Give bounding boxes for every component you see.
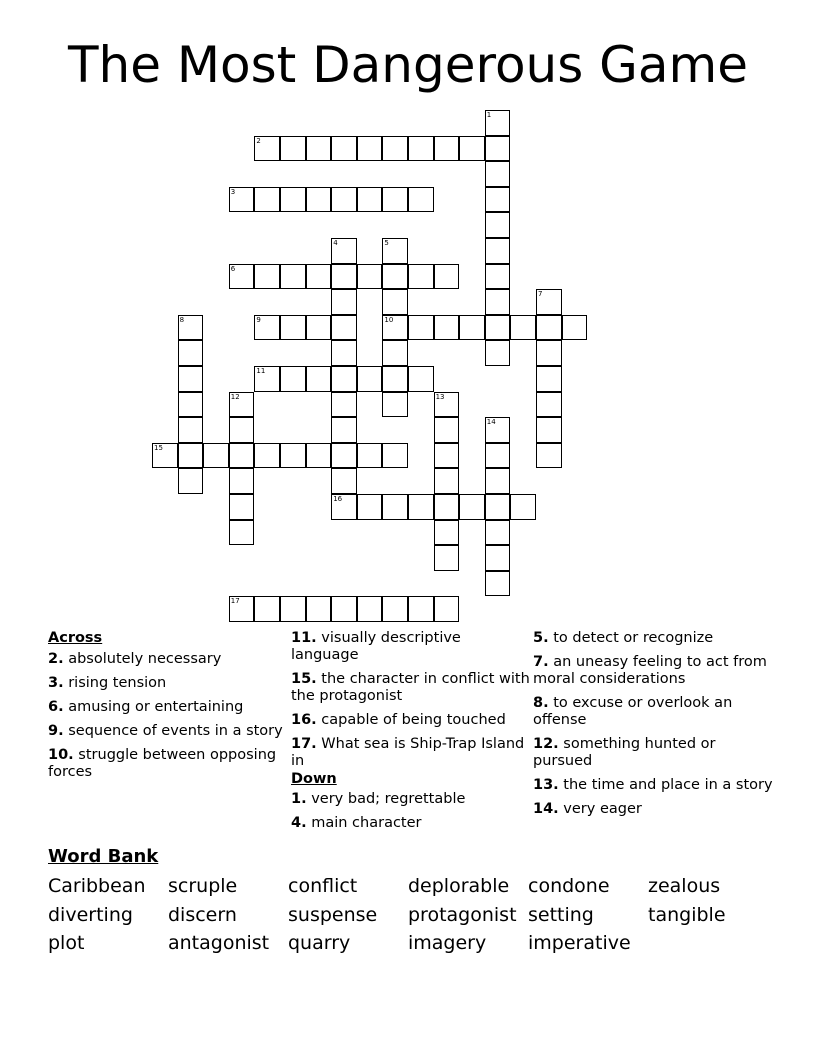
grid-cell[interactable]: [331, 392, 357, 418]
clue: [48, 747, 288, 781]
grid-cell[interactable]: [485, 520, 511, 546]
clue-number: 5.: [533, 630, 549, 646]
grid-cell[interactable]: [254, 315, 280, 341]
grid-cell[interactable]: [382, 392, 408, 418]
grid-cell[interactable]: [485, 468, 511, 494]
grid-cell[interactable]: [434, 596, 460, 622]
clue-text: rising tension: [63, 675, 167, 691]
grid-cell[interactable]: [382, 340, 408, 366]
grid-cell[interactable]: [434, 392, 460, 418]
word-bank-title: Word Bank: [48, 846, 159, 867]
grid-cell[interactable]: [408, 494, 434, 520]
clue-number: 10: [384, 315, 394, 324]
grid-cell[interactable]: [254, 136, 280, 162]
grid-cell[interactable]: [178, 392, 204, 418]
grid-cell[interactable]: [434, 468, 460, 494]
word-bank-word: suspense: [288, 903, 378, 926]
grid-cell[interactable]: [280, 443, 306, 469]
clue-number: 15: [154, 443, 163, 452]
grid-cell[interactable]: [434, 494, 460, 520]
clue-text: amusing or entertaining: [63, 699, 244, 715]
grid-cell[interactable]: [485, 136, 511, 162]
clue-number: 3.: [48, 675, 64, 691]
grid-cell[interactable]: [382, 596, 408, 622]
grid-cell[interactable]: [357, 494, 383, 520]
clue-number: 12.: [533, 736, 559, 752]
grid-cell[interactable]: [485, 494, 511, 520]
clue-text: main character: [306, 815, 422, 831]
grid-cell[interactable]: [434, 315, 460, 341]
grid-cell[interactable]: [382, 264, 408, 290]
grid-cell[interactable]: [408, 264, 434, 290]
grid-cell[interactable]: [434, 264, 460, 290]
grid-cell[interactable]: [254, 187, 280, 213]
grid-cell[interactable]: [331, 238, 357, 264]
grid-cell[interactable]: [485, 545, 511, 571]
clue: [533, 777, 773, 794]
grid-cell[interactable]: [229, 468, 255, 494]
grid-cell[interactable]: [178, 315, 204, 341]
grid-cell[interactable]: [434, 417, 460, 443]
grid-cell[interactable]: [408, 136, 434, 162]
grid-cell[interactable]: [408, 366, 434, 392]
clue-number: 13: [435, 392, 445, 401]
grid-cell[interactable]: [382, 366, 408, 392]
clue: [533, 630, 773, 647]
grid-cell[interactable]: [306, 136, 332, 162]
grid-cell[interactable]: [331, 494, 357, 520]
grid-cell[interactable]: [485, 571, 511, 597]
grid-cell[interactable]: [485, 289, 511, 315]
grid-cell[interactable]: [485, 212, 511, 238]
grid-cell[interactable]: [459, 315, 485, 341]
grid-cell[interactable]: [306, 443, 332, 469]
grid-cell[interactable]: [357, 366, 383, 392]
clue-number: 2: [256, 136, 261, 145]
grid-cell[interactable]: [331, 289, 357, 315]
grid-cell[interactable]: [357, 264, 383, 290]
clue: [48, 723, 288, 740]
word-bank-word: discern: [168, 903, 237, 926]
grid-cell[interactable]: [408, 187, 434, 213]
grid-cell[interactable]: [485, 340, 511, 366]
grid-cell[interactable]: [434, 545, 460, 571]
clue: [533, 654, 773, 688]
grid-cell[interactable]: [331, 417, 357, 443]
grid-cell[interactable]: [536, 366, 562, 392]
grid-cell[interactable]: [254, 366, 280, 392]
grid-cell[interactable]: [382, 315, 408, 341]
clue-column-1: [48, 630, 288, 788]
clue-number: 9.: [48, 723, 64, 739]
clue-number: 5: [384, 239, 389, 247]
clue-number: 16: [333, 495, 343, 503]
grid-cell[interactable]: [382, 187, 408, 213]
clue: [291, 671, 531, 705]
clue-text: very bad; regrettable: [306, 791, 466, 807]
clue-number: 17: [230, 597, 240, 606]
clue-column-3: [533, 630, 773, 825]
grid-cell[interactable]: [434, 520, 460, 546]
grid-cell[interactable]: [331, 596, 357, 622]
grid-cell[interactable]: [485, 238, 511, 264]
clue: [291, 736, 531, 770]
grid-cell[interactable]: [178, 417, 204, 443]
grid-cell[interactable]: [485, 417, 511, 443]
grid-cell[interactable]: [178, 366, 204, 392]
grid-cell[interactable]: [280, 315, 306, 341]
grid-cell[interactable]: [485, 443, 511, 469]
clue-number: 1: [486, 111, 492, 119]
grid-cell[interactable]: [510, 315, 536, 341]
clue-number: 15.: [291, 671, 317, 687]
grid-cell[interactable]: [357, 443, 383, 469]
word-bank-word: condone: [528, 875, 610, 897]
word-bank-word: conflict: [288, 875, 358, 897]
grid-cell[interactable]: [331, 340, 357, 366]
grid-cell[interactable]: [331, 187, 357, 213]
grid-cell[interactable]: [536, 315, 562, 341]
grid-cell[interactable]: [254, 443, 280, 469]
grid-cell[interactable]: [562, 315, 588, 341]
clue-number: 17.: [291, 736, 317, 752]
down-heading: Down: [291, 771, 337, 787]
grid-cell[interactable]: [306, 264, 332, 290]
clue-text: absolutely necessary: [63, 651, 222, 667]
grid-cell[interactable]: [331, 264, 357, 290]
word-bank-word: protagonist: [408, 903, 517, 926]
word-bank-word: imperative: [528, 932, 631, 954]
across-heading: Across: [48, 630, 103, 646]
word-bank-word: Caribbean: [48, 875, 146, 897]
grid-cell[interactable]: [331, 366, 357, 392]
grid-cell[interactable]: [178, 443, 204, 469]
clue-number: 9: [256, 315, 261, 324]
grid-cell[interactable]: [536, 417, 562, 443]
grid-cell[interactable]: [229, 596, 255, 622]
grid-cell[interactable]: [382, 238, 408, 264]
clue: [533, 801, 773, 818]
clue-text: What sea is Ship-Trap Island in: [291, 736, 525, 769]
grid-cell[interactable]: [229, 187, 255, 213]
grid-cell[interactable]: [459, 494, 485, 520]
grid-cell[interactable]: [331, 468, 357, 494]
grid-cell[interactable]: [536, 392, 562, 418]
grid-cell[interactable]: [408, 315, 434, 341]
clue-number: 4: [333, 239, 338, 247]
clue: [48, 699, 288, 716]
grid-cell[interactable]: [382, 443, 408, 469]
clue-text: an uneasy feeling to act from moral considerations: [533, 654, 767, 687]
clue-number: 11: [256, 367, 266, 375]
clue-text: the character in conflict with the protagonist: [291, 671, 530, 704]
grid-cell[interactable]: [408, 596, 434, 622]
grid-cell[interactable]: [229, 417, 255, 443]
clue: [291, 712, 531, 729]
clue: [48, 675, 288, 692]
grid-cell[interactable]: [229, 520, 255, 546]
clue-number: 4.: [291, 815, 307, 831]
grid-cell[interactable]: [485, 161, 511, 187]
page-title: The Most Dangerous Game: [67, 36, 749, 94]
word-bank-word: diverting: [48, 903, 133, 926]
grid-cell[interactable]: [536, 289, 562, 315]
clue-text: something hunted or pursued: [533, 736, 716, 769]
grid-cell[interactable]: [434, 136, 460, 162]
word-bank-word: imagery: [408, 932, 487, 954]
grid-cell[interactable]: [280, 187, 306, 213]
grid-cell[interactable]: [331, 443, 357, 469]
clue-text: to excuse or overlook an offense: [533, 695, 733, 728]
clue-number: 8.: [533, 695, 549, 711]
grid-cell[interactable]: [382, 289, 408, 315]
grid-cell[interactable]: [382, 136, 408, 162]
clue: [48, 651, 288, 668]
grid-cell[interactable]: [434, 443, 460, 469]
clue-number: 7.: [533, 654, 549, 670]
grid-cell[interactable]: [254, 264, 280, 290]
grid-cell[interactable]: [306, 315, 332, 341]
grid-cell[interactable]: [280, 136, 306, 162]
clue-number: 10.: [48, 747, 74, 763]
grid-cell[interactable]: [152, 443, 178, 469]
grid-cell[interactable]: [280, 366, 306, 392]
grid-cell[interactable]: [357, 187, 383, 213]
word-bank-word: plot: [48, 932, 85, 954]
grid-cell[interactable]: [229, 494, 255, 520]
grid-cell[interactable]: [254, 596, 280, 622]
word-bank-word: tangible: [648, 903, 726, 926]
clue-number: 1.: [291, 791, 307, 807]
grid-cell[interactable]: [178, 468, 204, 494]
clue: [533, 695, 773, 729]
grid-cell[interactable]: [306, 596, 332, 622]
clue-text: to detect or recognize: [548, 630, 714, 646]
clue-text: struggle between opposing forces: [48, 747, 277, 780]
clue-number: 8: [179, 315, 185, 324]
clue-number: 11.: [291, 630, 317, 646]
grid-cell[interactable]: [280, 264, 306, 290]
grid-cell[interactable]: [331, 315, 357, 341]
clue: [291, 815, 531, 832]
clue: [533, 736, 773, 770]
grid-cell[interactable]: [229, 443, 255, 469]
clue-number: 6.: [48, 699, 64, 715]
grid-cell[interactable]: [485, 110, 511, 136]
word-bank-word: antagonist: [168, 932, 270, 954]
word-bank-word: zealous: [648, 875, 721, 897]
grid-cell[interactable]: [306, 187, 332, 213]
grid-cell[interactable]: [306, 366, 332, 392]
grid-cell[interactable]: [382, 494, 408, 520]
grid-cell[interactable]: [229, 392, 255, 418]
clue-text: sequence of events in a story: [63, 723, 283, 739]
grid-cell[interactable]: [459, 136, 485, 162]
clue-text: very eager: [558, 801, 642, 817]
word-bank-word: setting: [528, 903, 594, 926]
grid-cell[interactable]: [485, 315, 511, 341]
clue-number: 14.: [533, 801, 559, 817]
clue-number: 14: [486, 418, 496, 427]
grid-cell[interactable]: [510, 494, 536, 520]
clue-number: 7: [538, 290, 543, 299]
clue-column-2: [291, 630, 531, 839]
clue-text: the time and place in a story: [558, 777, 773, 793]
grid-cell[interactable]: [485, 187, 511, 213]
grid-cell[interactable]: [357, 596, 383, 622]
clue-number: 13.: [533, 777, 559, 793]
clue-text: visually descriptive language: [291, 630, 461, 663]
word-bank-word: quarry: [288, 932, 351, 954]
word-bank-word: scruple: [168, 875, 238, 897]
grid-cell[interactable]: [331, 136, 357, 162]
clue-text: capable of being touched: [316, 712, 506, 728]
grid-cell[interactable]: [485, 264, 511, 290]
grid-cell[interactable]: [229, 264, 255, 290]
clue-number: 2.: [48, 651, 64, 667]
word-bank-word: deplorable: [408, 875, 510, 897]
clue-number: 12: [230, 392, 240, 401]
grid-cell[interactable]: [536, 443, 562, 469]
grid-cell[interactable]: [178, 340, 204, 366]
clue-number: 6: [230, 264, 236, 273]
clue: [291, 630, 531, 664]
clue-number: 16.: [291, 712, 317, 728]
clue: [291, 791, 531, 808]
grid-cell[interactable]: [536, 340, 562, 366]
grid-cell[interactable]: [280, 596, 306, 622]
grid-cell[interactable]: [203, 443, 229, 469]
clue-number: 3: [230, 187, 236, 196]
grid-cell[interactable]: [357, 136, 383, 162]
